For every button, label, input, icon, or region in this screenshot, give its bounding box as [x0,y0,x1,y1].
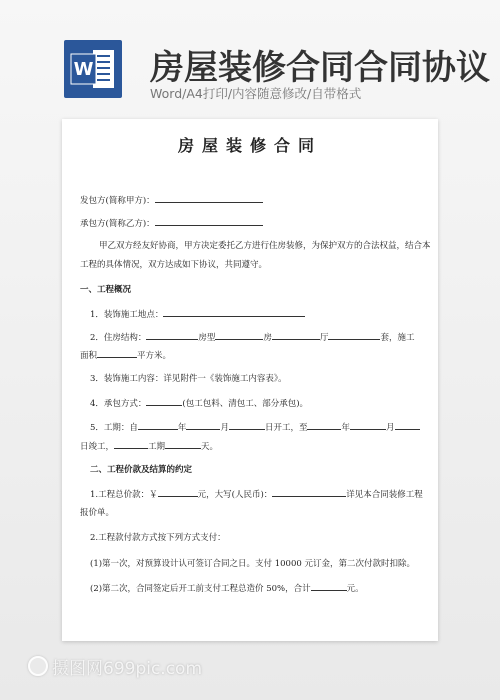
construction-period-line: 5．工期：自 年 月 日开工，至 年 月 [90,421,420,434]
price-list-line: 报价单。 [80,508,115,518]
construction-site-line: 1．装饰施工地点： [90,308,305,321]
payment-method-line: 2.工程款付款方式按下列方式支付： [90,533,226,543]
promo-title: 房屋装修合同合同协议 [150,48,490,88]
document-page [62,119,438,641]
party-b-line: 承包方(简称乙方)： [80,217,263,230]
completion-line: 日竣工， 工期 天。 [80,442,219,452]
word-icon [64,40,122,98]
intro-line-2: 工程的具体情况，双方达成如下协议，共同遵守。 [80,260,268,270]
watermark-logo-icon [28,656,48,676]
watermark: 摄图网699pic.com [28,654,202,679]
section-heading-price: 二、工程价款及结算的约定 [90,465,193,475]
house-structure-line: 2．住房结构： 房型 房 厅 套，施工 [90,333,415,343]
party-a-line: 发包方(简称甲方)： [80,194,263,207]
construction-area-line: 面积 平方米。 [80,351,172,361]
total-price-line: 1.工程总价款：￥ 元，大写(人民币)： 详见本合同装修工程 [90,490,423,500]
section-heading-project: 一、工程概况 [80,285,132,295]
payment-second-line: (2)第二次，合同签定后开工前支付工程总造价 50%，合计 元。 [90,584,364,594]
contract-method-line: 4．承包方式： (包工包料、清包工、部分承包)。 [90,399,309,409]
svg-text:W: W [73,59,94,80]
document-title: 房屋装修合同 [177,136,322,155]
intro-line-1: 甲乙双方经友好协商，甲方决定委托乙方进行住房装修，为保护双方的合法权益，结合本 [99,241,431,251]
payment-first-line: (1)第一次，对预算设计认可签订合同之日。支付 10000 元订金，第二次付款时扣除。 [90,559,415,569]
construction-content-line: 3．装饰施工内容：详见附件一《装饰施工内容表》。 [90,374,287,384]
promo-subtitle: Word/A4打印/内容随意修改/自带格式 [150,86,362,101]
